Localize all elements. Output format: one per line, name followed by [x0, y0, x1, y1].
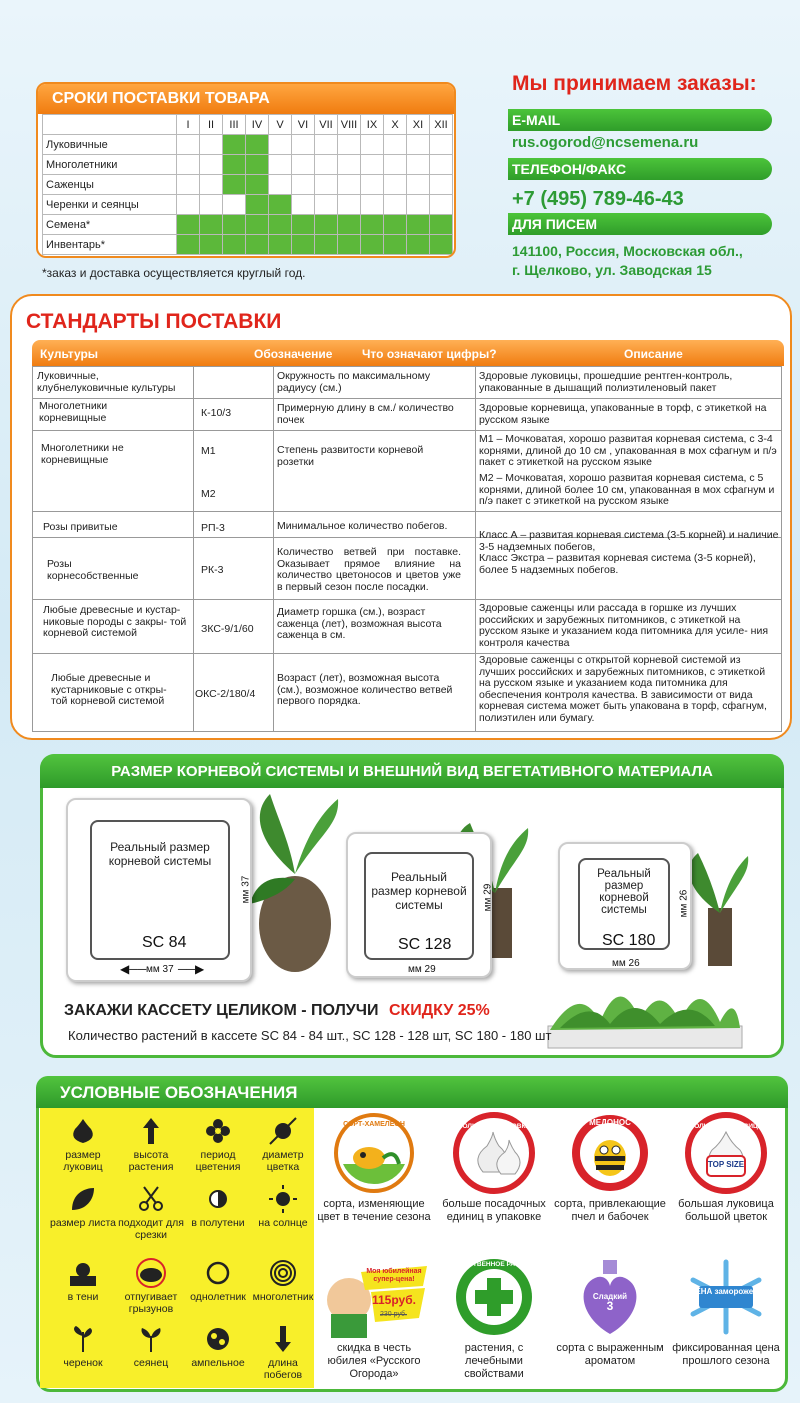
delivery-row [43, 215, 453, 235]
legend-item [248, 1258, 318, 1303]
badge-chameleon-text: СОРТ-ХАМЕЛЕОН [343, 1121, 405, 1128]
badge-honey [552, 1112, 668, 1224]
std-row7-code: ОКС-2/180/4 [195, 688, 256, 700]
std-row3-code: М1 [201, 445, 216, 457]
delivery-row-label: Многолетники [43, 155, 177, 175]
month-header: XI [407, 115, 430, 135]
std-row1-meaning: Окружность по максимальному радиусу (см.) [277, 370, 431, 394]
delivery-cell [246, 155, 269, 175]
annual-circle-icon [203, 1258, 233, 1288]
flower-icon [203, 1116, 233, 1146]
delivery-cell [269, 195, 292, 215]
month-header: I [177, 115, 200, 135]
legend-badges-area [316, 1112, 784, 1388]
bulb-icon [68, 1116, 98, 1146]
month-corner [43, 115, 177, 135]
cassette-sc180-label: Реальный размер корневой системы [597, 868, 651, 916]
cutting-icon [68, 1324, 98, 1354]
std-row4-desc: Класс А – развитая корневая система (3-5 корней) и наличие 3-5 надземных побегов, [479, 529, 779, 553]
legend-title: УСЛОВНЫЕ ОБОЗНАЧЕНИЯ [36, 1076, 788, 1108]
delivery-cell [315, 215, 338, 235]
std-row6-code: ЗКС-9/1/60 [201, 623, 254, 635]
month-header: III [223, 115, 246, 135]
month-header: IV [246, 115, 269, 135]
delivery-cell [384, 175, 407, 195]
delivery-cell [269, 155, 292, 175]
legend-item [248, 1116, 318, 1173]
badge-fragrance-label: сорта с выраженным ароматом [556, 1342, 664, 1367]
plant-sc84-image [250, 784, 340, 974]
delivery-title: СРОКИ ПОСТАВКИ ТОВАРА [38, 84, 454, 114]
std-row3-crop: Многолетники не корневищные [41, 442, 124, 466]
delivery-cell [315, 135, 338, 155]
scissors-icon [136, 1184, 166, 1214]
delivery-cell [177, 215, 200, 235]
badge-fragrance-text: Сладкий [592, 1292, 628, 1301]
badge-big-pack [436, 1112, 552, 1224]
std-row2-crop: Многолетники корневищные [39, 400, 108, 424]
standards-grid [32, 366, 782, 732]
delivery-row [43, 135, 453, 155]
delivery-cell [292, 155, 315, 175]
seedling-icon [136, 1324, 166, 1354]
delivery-cell [430, 155, 453, 175]
delivery-cell [177, 155, 200, 175]
delivery-cell [384, 235, 407, 255]
cassette-sc128-label: Реальный размер корневой системы [371, 870, 467, 912]
standards-title: СТАНДАРТЫ ПОСТАВКИ [26, 310, 282, 333]
delivery-cell [200, 135, 223, 155]
delivery-cell [292, 175, 315, 195]
month-header: IX [361, 115, 384, 135]
badge-big-pack-text: БОЛЬШАЯ УПАКОВКА [457, 1123, 531, 1130]
header-crops: Культуры [40, 347, 99, 361]
sun-icon [268, 1184, 298, 1214]
delivery-cell [430, 215, 453, 235]
delivery-cell [361, 155, 384, 175]
delivery-cell [315, 195, 338, 215]
legend-item-label: период цветения [195, 1149, 241, 1173]
delivery-cell [407, 175, 430, 195]
delivery-row-label: Инвентарь* [43, 235, 177, 255]
legend-item-label: в полутени [191, 1217, 245, 1229]
delivery-row [43, 175, 453, 195]
std-row4-code: РП-3 [201, 522, 225, 534]
delivery-cell [338, 155, 361, 175]
standards-header [32, 340, 784, 366]
shoot-length-icon [268, 1324, 298, 1354]
month-header: X [384, 115, 407, 135]
delivery-cell [430, 175, 453, 195]
header-description: Описание [624, 347, 683, 361]
legend-item-label: отпугивает грызунов [124, 1291, 178, 1315]
address-line1: 141100, Россия, Московская обл., [512, 243, 743, 259]
cassette-sc180-dim-h: мм 26 [612, 958, 640, 969]
badge-chameleon [316, 1112, 432, 1224]
leaf-icon [68, 1184, 98, 1214]
delivery-cell [223, 135, 246, 155]
badge-medicinal-text: ЛЕКАРСТВЕННОЕ РАСТЕНИЕ [446, 1261, 542, 1268]
month-header: VII [315, 115, 338, 135]
delivery-row-label: Саженцы [43, 175, 177, 195]
std-row7-crop: Любые древесные и кустарниковые с откры- той корневой системой [51, 672, 167, 707]
std-row2-desc: Здоровые корневища, упакованные в торф, с этикеткой на русском языке [479, 402, 767, 426]
std-row7-desc: Здоровые саженцы с открытой корневой системой из лучших российских и зарубежных питомников, с этикеткой на русском языке и указанием кода питомника для обеспечения контроля качества. В зависимости от вида корневая система может быть упакована в торф, сфагнум, полиэтилен или бумагу. [479, 654, 767, 724]
delivery-cell [246, 235, 269, 255]
std-row2-meaning: Примерную длину в см./ количество почек [277, 402, 454, 426]
legend-item [183, 1184, 253, 1229]
cassette-sc84-dim-h: мм 37 [146, 964, 174, 975]
delivery-cell [315, 175, 338, 195]
delivery-cell [361, 135, 384, 155]
legend-item-label: размер листа [50, 1217, 116, 1229]
delivery-note: *заказ и доставка осуществляется круглый год. [42, 266, 306, 280]
legend-item [116, 1258, 186, 1315]
std-row5-desc: Класс Экстра – развитая корневая система (3-5 корней), более 5 надземных побегов. [479, 552, 756, 576]
rodent-icon [136, 1258, 166, 1288]
height-arrow-icon [136, 1116, 166, 1146]
badge-jubilee-label: скидка в честь юбилея «Русского Огорода» [327, 1342, 421, 1380]
delivery-cell [430, 195, 453, 215]
cassette-sc84-code: SC 84 [142, 934, 187, 951]
legend-item [183, 1258, 253, 1303]
badge-honey-label: сорта, привлекающие пчел и бабочек [554, 1198, 666, 1223]
std-row5-crop: Розы корнесобственные [47, 558, 139, 582]
badge-honey-text: МЕДОНОС [589, 1118, 631, 1127]
cassette-sc84-label: Реальный размер корневой системы [108, 840, 212, 868]
delivery-cell [315, 155, 338, 175]
delivery-row-label: Семена* [43, 215, 177, 235]
delivery-cell [407, 195, 430, 215]
delivery-cell [338, 195, 361, 215]
std-row7-meaning: Возраст (лет), возможная высота (см.), возможное количество ветвей первого порядка. [277, 672, 453, 707]
delivery-cell [361, 175, 384, 195]
delivery-cell [292, 195, 315, 215]
delivery-cell [223, 175, 246, 195]
legend-item [48, 1258, 118, 1303]
delivery-cell [200, 155, 223, 175]
delivery-row [43, 155, 453, 175]
legend-item-label: высота растения [128, 1149, 174, 1173]
delivery-cell [269, 135, 292, 155]
legend-item [48, 1184, 118, 1229]
cassette-sc128-dim-h: мм 29 [408, 964, 436, 975]
delivery-cell [361, 215, 384, 235]
delivery-cell [338, 215, 361, 235]
month-header: II [200, 115, 223, 135]
delivery-cell [200, 175, 223, 195]
badge-jubilee-price-value: 115руб. [372, 1293, 416, 1307]
delivery-cell [292, 215, 315, 235]
std-row1-crop: Луковичные, клубнелуковичные культуры [37, 370, 176, 394]
delivery-schedule [36, 82, 456, 258]
frozen-price-badge-icon [685, 1256, 767, 1338]
phone-value[interactable]: +7 (495) 789-46-43 [512, 188, 684, 210]
legend-item [116, 1116, 186, 1173]
badge-jubilee-old-price: 230 руб. [380, 1311, 407, 1318]
arrow-right-icon: ──▶ [178, 962, 205, 976]
delivery-cell [338, 175, 361, 195]
legend-icons-area [40, 1108, 314, 1388]
month-header: VI [292, 115, 315, 135]
address-line2: г. Щелково, ул. Заводская 15 [512, 262, 712, 278]
delivery-cell [246, 135, 269, 155]
badge-frozen-text: ЦЕНА заморожена [689, 1287, 763, 1296]
std-row3-code2: М2 [201, 488, 216, 500]
badge-big-bulb-label: большая луковица большой цветок [678, 1198, 774, 1223]
half-sun-icon [203, 1184, 233, 1214]
delivery-cell [430, 235, 453, 255]
header-code: Обозначение [254, 347, 333, 361]
delivery-row [43, 195, 453, 215]
std-row6-meaning: Диаметр горшка (см.), возраст саженца (лет), возможная высота саженца в см. [277, 606, 442, 641]
delivery-cell [223, 215, 246, 235]
badge-big-bulb-sub: TOP SIZE [707, 1160, 745, 1169]
month-header: VIII [338, 115, 361, 135]
delivery-month-row [43, 115, 453, 135]
promo-discount: СКИДКУ 25% [388, 1002, 490, 1019]
header-meaning: Что означают цифры? [362, 347, 497, 361]
legend-item-label: на солнце [258, 1217, 308, 1229]
legend-item [248, 1324, 318, 1381]
legend-item [116, 1184, 186, 1241]
delivery-cell [384, 215, 407, 235]
std-row4-crop: Розы привитые [43, 521, 118, 533]
badge-big-pack-label: больше посадочных единиц в упаковке [442, 1198, 546, 1223]
badge-fragrance [552, 1256, 668, 1368]
std-row5-meaning: Количество ветвей при поставке. Оказывает прямое влияние на количество цветоносов и цветов уже в первый сезон после посадки. [277, 546, 461, 593]
delivery-row-label: Черенки и сеянцы [43, 195, 177, 215]
delivery-cell [384, 135, 407, 155]
legend-item-label: сеянец [133, 1357, 169, 1369]
delivery-cell [269, 215, 292, 235]
legend-item-label: однолетник [190, 1291, 246, 1303]
mail-label: ДЛЯ ПИСЕМ [508, 213, 772, 235]
legend-item [48, 1324, 118, 1369]
delivery-cell [407, 215, 430, 235]
delivery-cell [338, 235, 361, 255]
delivery-cell [177, 135, 200, 155]
badge-chameleon-label: сорта, изменяющие цвет в течение сезона [317, 1198, 431, 1223]
legend-item [183, 1324, 253, 1369]
delivery-cell [430, 135, 453, 155]
month-header: XII [430, 115, 453, 135]
promo-main: ЗАКАЖИ КАССЕТУ ЦЕЛИКОМ - ПОЛУЧИ [64, 1002, 379, 1019]
delivery-table [42, 114, 453, 255]
std-row6-crop: Любые древесные и кустар- никовые породы с закры- той корневой системой [43, 604, 187, 639]
flower-diameter-icon [268, 1116, 298, 1146]
badge-big-bulb-text: БОЛЬШАЯ ЛУКОВИЦА [689, 1123, 763, 1130]
delivery-cell [246, 215, 269, 235]
delivery-cell [200, 195, 223, 215]
cassette-sc128-code: SC 128 [398, 936, 452, 953]
root-size-title: РАЗМЕР КОРНЕВОЙ СИСТЕМЫ И ВНЕШНИЙ ВИД ВЕГЕТАТИВНОГО МАТЕРИАЛА [40, 754, 784, 788]
delivery-cell [292, 135, 315, 155]
delivery-cell [246, 195, 269, 215]
legend-item-label: длина побегов [263, 1357, 303, 1381]
badge-frozen-price [668, 1256, 784, 1368]
std-row4-meaning: Минимальное количество побегов. [277, 520, 448, 532]
legend-item-label: размер луковиц [63, 1149, 103, 1173]
cassette-tray-image [540, 972, 746, 1056]
legend-item-label: многолетник [252, 1291, 314, 1303]
legend-item [116, 1324, 186, 1369]
delivery-cell [384, 195, 407, 215]
legend-item-label: подходит для срезки [118, 1217, 184, 1241]
cassette-sc128-dim-v: мм 29 [482, 883, 494, 912]
delivery-cell [407, 135, 430, 155]
legend-item [248, 1184, 318, 1229]
delivery-cell [177, 175, 200, 195]
delivery-cell [338, 135, 361, 155]
badge-frozen-label: фиксированная цена прошлого сезона [672, 1342, 780, 1367]
delivery-cell [177, 195, 200, 215]
legend-item [183, 1116, 253, 1173]
shade-icon [68, 1258, 98, 1288]
badge-medicinal [436, 1256, 552, 1381]
badge-fragrance-num: 3 [606, 1299, 614, 1313]
delivery-cell [361, 195, 384, 215]
std-row1-desc: Здоровые луковицы, прошедшие рентген-контроль, упакованные в дышащий полиэтиленовый пакет [479, 370, 733, 394]
legend-item [48, 1116, 118, 1173]
ampel-icon [203, 1324, 233, 1354]
std-row2-code: К-10/3 [201, 407, 232, 419]
cassette-quantity: Количество растений в кассете SC 84 - 84 шт., SC 128 - 128 шт, SC 180 - 180 шт [68, 1028, 552, 1043]
delivery-cell [407, 155, 430, 175]
badge-medicinal-label: растения, с лечебными свойствами [464, 1342, 524, 1380]
delivery-row-label: Луковичные [43, 135, 177, 155]
delivery-cell [269, 235, 292, 255]
email-value[interactable]: rus.ogorod@ncsemena.ru [512, 134, 699, 151]
std-row5-code: РК-3 [201, 564, 224, 576]
badge-big-bulb [668, 1112, 784, 1224]
cassette-sc84-dim-v: мм 37 [240, 875, 252, 904]
badge-jubilee-text: Моя юбилейная супер-цена! [366, 1268, 422, 1283]
promo-text [64, 1002, 490, 1020]
delivery-cell [223, 235, 246, 255]
delivery-cell [269, 175, 292, 195]
delivery-cell [361, 235, 384, 255]
legend-item-label: черенок [63, 1357, 103, 1369]
std-row3-desc: М1 – Мочковатая, хорошо развитая корневая система, с 3-4 корнями, длиной до 10 см , упакованная в мох сфагнум и п/э пакет с этикеткой на русском языке [479, 433, 777, 468]
badge-jubilee-price [316, 1256, 432, 1381]
delivery-cell [177, 235, 200, 255]
arrow-left-icon: ◀── [120, 962, 147, 976]
email-label: E-MAIL [508, 109, 772, 131]
legend-item-label: в тени [67, 1291, 99, 1303]
delivery-cell [315, 235, 338, 255]
delivery-cell [384, 155, 407, 175]
std-row3-desc2: М2 – Мочковатая, хорошо развитая корневая система, с 5 корнями, длиной более 10 см, упакованная в мох сфагнум и п/э пакет с этикеткой на русском языке [479, 472, 775, 507]
delivery-cell [200, 215, 223, 235]
delivery-cell [223, 195, 246, 215]
cassette-sc180-code: SC 180 [602, 932, 656, 949]
delivery-row [43, 235, 453, 255]
delivery-cell [246, 175, 269, 195]
std-row3-meaning: Степень развитости корневой розетки [277, 444, 424, 468]
delivery-cell [223, 155, 246, 175]
std-row6-desc: Здоровые саженцы или рассада в горшке из лучших российских и зарубежных питомников, с этикеткой на русском языке и указанием кода питомника для усиле- ния контроля качества [479, 602, 769, 649]
perennial-circles-icon [268, 1258, 298, 1288]
orders-title: Мы принимаем заказы: [512, 72, 757, 95]
month-header: V [269, 115, 292, 135]
delivery-cell [292, 235, 315, 255]
legend-item-label: диаметр цветка [262, 1149, 304, 1173]
cassette-sc180-dim-v: мм 26 [678, 889, 690, 918]
delivery-cell [407, 235, 430, 255]
delivery-cell [200, 235, 223, 255]
legend-item-label: ампельное [191, 1357, 245, 1369]
phone-label: ТЕЛЕФОН/ФАКС [508, 158, 772, 180]
